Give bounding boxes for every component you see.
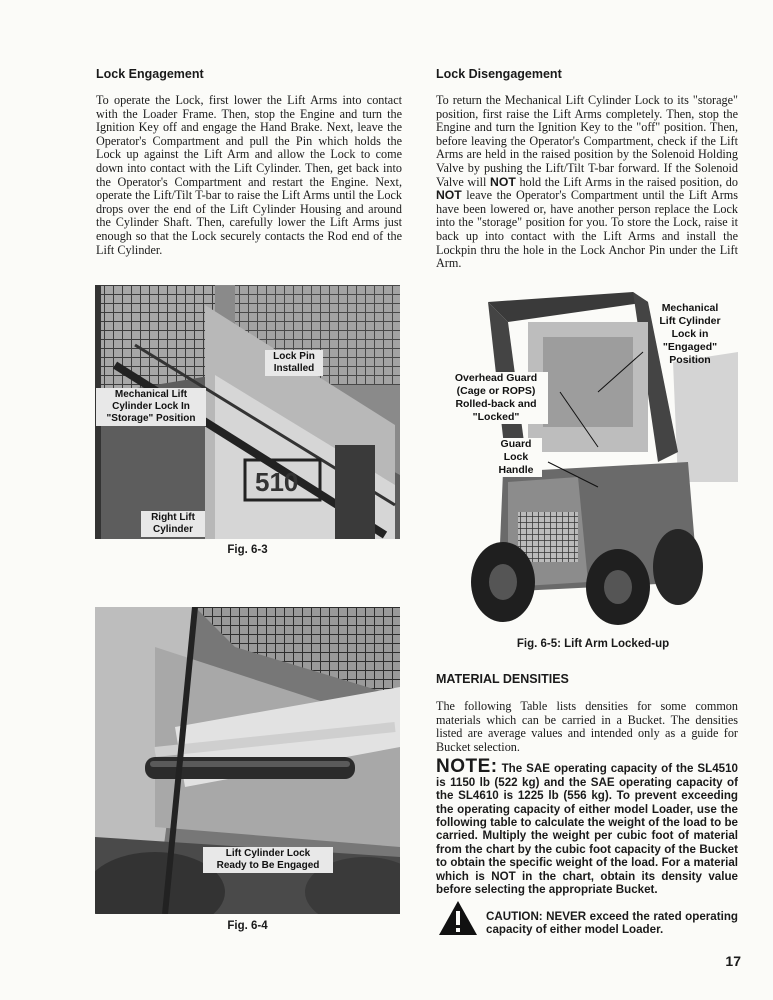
- right-column: [436, 67, 738, 271]
- material-densities-section: [436, 672, 738, 896]
- warning-triangle-icon: [438, 900, 478, 936]
- fig-6-5-label-guard-line: "Locked": [472, 411, 520, 423]
- fig-6-3-label-lock-pin-line: Lock Pin: [273, 351, 315, 362]
- note-text: The SAE operating capacity of the SL4510 is 1150 lb (522 kg) and the SAE operating capacity of the SL4610 is 1225 lb (556 kg). To prevent exceeding the operating capacity of either model Loader, use the following table to calculate the weight of the load to be carried. Multiply the weight per cubic foot of material from the chart by the cubic foot capacity of the Bucket to obtain the specific weight of the load. For a material which is NOT in the chart, obtain its density value before selecting the appropriate Bucket.: [436, 762, 738, 897]
- fig-6-5-label-guard-line: Rolled-back and: [455, 398, 537, 410]
- fig-6-3-label-storage-line: Cylinder Lock In: [112, 401, 190, 412]
- material-densities-heading: MATERIAL DENSITIES: [436, 672, 569, 686]
- fig-6-3-label-right-lift-line: Right Lift: [151, 512, 195, 523]
- page-number: 17: [725, 953, 741, 969]
- para-bold-not-1: NOT: [490, 174, 516, 189]
- para-part-a: To return the Mechanical Lift Cylinder Lock to its "storage" position, first raise the Lift Arms completely. Then, stop the Engine and turn the Ignition Key to the "off" position. Then, before leaving the Operator's Compartment, check if the Lift Arms are held in the raised position by the Solenoid Holding Valve by pushing the Lift/Tilt T-bar forward. If the Solenoid Valve will: [436, 93, 738, 189]
- fig-6-5-label-overhead-guard: [444, 372, 548, 424]
- fig-6-3-label-storage: [96, 388, 206, 426]
- caution-block: [438, 900, 738, 944]
- fig-6-3-label-right-lift-line: Cylinder: [152, 524, 193, 535]
- fig-6-3-caption: Fig. 6-3: [227, 544, 268, 556]
- fig-6-3-label-storage-line: Mechanical Lift: [114, 389, 188, 400]
- fig-6-5-caption: Fig. 6-5: Lift Arm Locked-up: [516, 638, 670, 650]
- fig-6-5-label-guard-handle: [490, 438, 542, 477]
- fig-6-5-label-mechanical-line: Position: [669, 354, 711, 366]
- note-label: NOTE:: [436, 756, 498, 778]
- fig-6-3-label-lock-pin-line: Installed: [273, 363, 315, 374]
- para-bold-not-2: NOT: [436, 188, 462, 203]
- fig-6-4-photo: [95, 607, 400, 914]
- fig-6-4-label: [203, 847, 333, 873]
- fig-6-5-label-handle-line: Lock: [503, 451, 529, 463]
- caution-text: CAUTION: NEVER exceed the rated operating capacity of either model Loader.: [486, 910, 738, 937]
- fig-6-5-label-mechanical-line: Lock in "Engaged": [662, 328, 718, 353]
- fig-6-5-label-mechanical: [644, 302, 736, 367]
- fig-6-4-label-line: Ready to Be Engaged: [216, 860, 320, 871]
- para-part-c: leave the Operator's Compartment until the Lift Arms have been lowered or, have another person replace the Lock into the "storage" position for you. To store the Lock, raise it back up into contact with the Lift Arms and install the Lockpin thru the hole in the Lock Anchor Pin under the Lift Arm.: [436, 188, 738, 271]
- fig-6-3-label-lock-pin: [265, 350, 323, 376]
- fig-6-4-caption: Fig. 6-4: [227, 920, 268, 932]
- fig-6-3-label-right-lift: [141, 511, 205, 537]
- lock-engagement-heading: Lock Engagement: [96, 67, 204, 81]
- note-block: [436, 756, 738, 897]
- material-densities-paragraph: The following Table lists densities for some common materials which can be carried in a Bucket. The densities listed are average values and intended only as a guide for Bucket selection.: [436, 699, 738, 754]
- lock-disengagement-heading: Lock Disengagement: [436, 67, 562, 81]
- lock-disengagement-paragraph: [436, 94, 738, 271]
- fig-6-3-photo: [95, 285, 400, 539]
- para-part-b: hold the Lift Arms in the raised position, do: [519, 174, 738, 189]
- fig-6-3-stencil-text: 510: [255, 467, 299, 497]
- left-column: [96, 67, 402, 257]
- lock-engagement-paragraph: To operate the Lock, first lower the Lift Arms into contact with the Loader Frame. Then, stop the Engine and turn the Ignition Key off and engage the Hand Brake. Next, leave the Operator's Compartment and pull the Pin which holds the Lock up against the Lift Arm and allow the Lock to come down into contact with the Lift Cylinder. Then, get back into the Operator's Compartment and restart the Engine. Next, operate the Lift/Tilt T-bar to raise the Lift Arms until the Lock drops over the end of the Lift Cylinder Housing and around the Cylinder Shaft. Then, carefully lower the Lift Arms just enough so that the Lock securely contacts the Rod end of the Lift Cylinder.: [96, 93, 402, 257]
- fig-6-3-label-storage-line: "Storage" Position: [106, 413, 196, 424]
- fig-6-5-label-handle-line: Guard: [500, 438, 532, 450]
- fig-6-5-label-guard-line: Overhead Guard: [454, 372, 538, 384]
- fig-6-5-label-handle-line: Handle: [498, 464, 534, 476]
- fig-6-5-figure: [448, 282, 738, 628]
- fig-6-5-label-mechanical-line: Lift Cylinder: [659, 315, 721, 327]
- fig-6-5-label-mechanical-line: Mechanical: [661, 302, 719, 314]
- fig-6-4-label-line: Lift Cylinder Lock: [225, 848, 311, 859]
- fig-6-5-label-guard-line: (Cage or ROPS): [456, 385, 536, 397]
